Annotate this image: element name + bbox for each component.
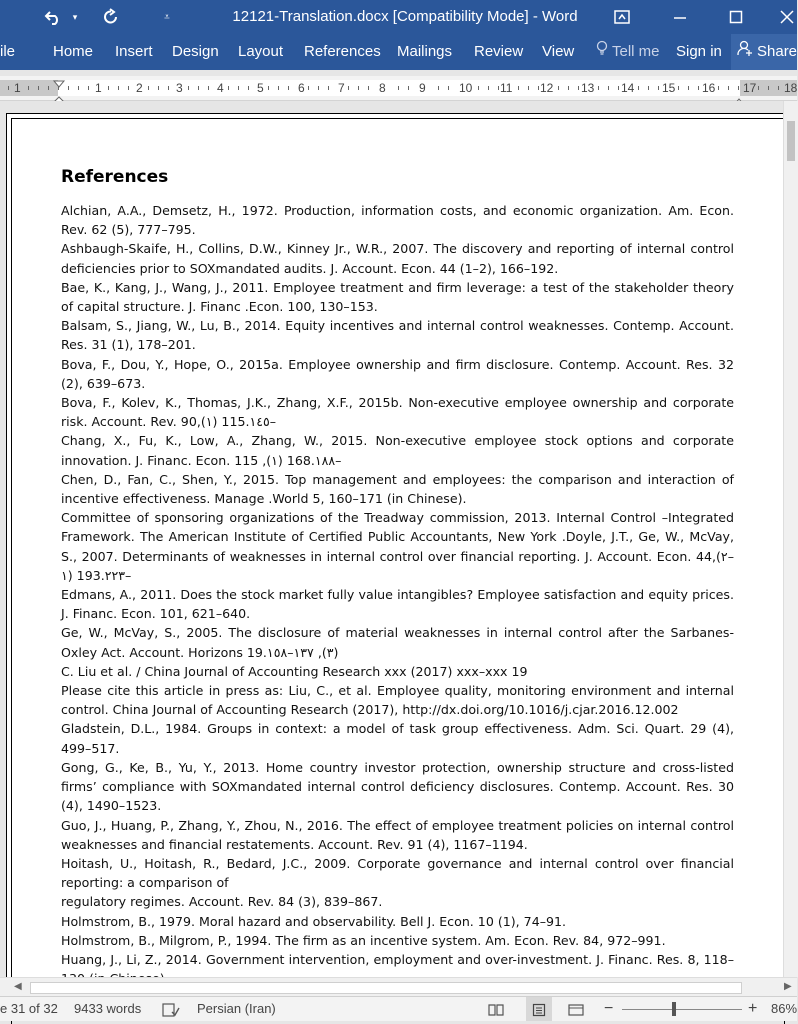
scroll-right-icon[interactable]: ▶ [784, 981, 792, 992]
redo-icon[interactable] [99, 0, 123, 34]
read-mode-icon[interactable] [488, 997, 504, 1021]
ruler-tick [558, 86, 559, 90]
ruler-tick [568, 86, 569, 90]
ruler-tick [538, 86, 539, 90]
references-list [61, 201, 734, 988]
tab-mailings[interactable]: Mailings [397, 43, 453, 60]
ruler-tick [128, 86, 129, 90]
document-page[interactable] [6, 113, 788, 1015]
vertical-scrollbar[interactable] [783, 101, 798, 977]
ruler-tick [718, 86, 719, 90]
zoom-out-icon[interactable]: − [604, 1000, 614, 1017]
ruler-tick [8, 86, 9, 90]
right-indent-marker[interactable] [734, 92, 744, 100]
ruler-number: 15 [662, 81, 676, 95]
ruler-tick [578, 86, 579, 90]
ruler-tick [238, 86, 239, 90]
ruler-tick [438, 86, 439, 90]
ruler-tick [768, 86, 769, 90]
tab-file[interactable]: ile [0, 43, 16, 60]
ruler-tick [698, 86, 699, 90]
vertical-scroll-thumb[interactable] [787, 121, 795, 161]
ruler-number: 13 [581, 81, 595, 95]
ruler-number: 2 [136, 81, 143, 95]
tab-review[interactable]: Review [474, 43, 524, 60]
ruler-tick [318, 86, 319, 90]
reference-item: Guo, J., Huang, P., Zhang, Y., Zhou, N., 2016. The effect of employee treatment policies on internal control weaknesses and financial restatements. Account. Rev. 91 (4), 1167–1194. [61, 817, 734, 852]
ruler-number: 18 [784, 81, 798, 95]
reference-item: Bova, F., Dou, Y., Hope, O., 2015a. Employee ownership and firm disclosure. Contemp. Account. Res. 32 (2), 639–673. [61, 356, 734, 391]
ruler-number: 4 [217, 81, 224, 95]
reference-item: Bae, K., Kang, J., Wang, J., 2011. Employee treatment and firm leverage: a test of the stakeholder theory of capital structure. J. Financ .Econ. 100, 130–153. [61, 279, 734, 315]
ruler-tick [488, 86, 489, 90]
window-title: 12121-Translation.docx [Compatibility Mode] - Word [232, 8, 578, 25]
ruler-tick [278, 86, 279, 90]
customize-qat-icon[interactable]: ⩡ [164, 11, 170, 23]
reference-item: Alchian, A.A., Demsetz, H., 1972. Production, information costs, and economic organization. Am. Econ. Rev. 62 (5), 777–795. [61, 203, 734, 238]
reference-item: regulatory regimes. Account. Rev. 84 (3), 839–867. [61, 894, 383, 910]
ruler-tick [658, 86, 659, 90]
ruler-tick [48, 86, 49, 90]
tab-references[interactable]: References [304, 43, 381, 60]
ruler-tick [498, 86, 499, 90]
ruler-tick [598, 86, 599, 90]
ruler-number: 1 [95, 81, 102, 95]
ruler-tick [188, 86, 189, 90]
references-heading: References [61, 167, 169, 187]
page-count[interactable]: e 31 of 32 [0, 1001, 58, 1016]
ruler-number: 11 [500, 81, 513, 95]
reference-item: Please cite this article in press as: Liu, C., et al. Employee quality, monitoring environment and internal control. China Journal of Accounting Research (2017), http://dx.doi.org/10.1016/j.cjar.2016.12.002 [61, 683, 734, 718]
first-line-indent-marker[interactable] [54, 76, 64, 84]
share-label: Share [757, 43, 798, 60]
ruler-tick [28, 86, 29, 90]
ruler-tick [108, 86, 109, 90]
ruler-tick [678, 86, 679, 90]
title-bar [0, 0, 797, 34]
ruler-tick [38, 86, 39, 90]
ruler-number: 10 [459, 81, 473, 95]
ruler-number: 6 [298, 81, 305, 95]
ruler-tick [738, 86, 739, 90]
hanging-indent-marker[interactable] [54, 92, 64, 100]
zoom-slider-thumb[interactable] [672, 1002, 676, 1016]
reference-item: Hoitash, U., Hoitash, R., Bedard, J.C., 2009. Corporate governance and internal control over financial reporting: a comparison of [61, 855, 734, 891]
print-layout-icon[interactable] [526, 997, 552, 1021]
ruler-number: 5 [257, 81, 264, 95]
tab-insert[interactable]: Insert [115, 43, 153, 60]
ruler-tick [478, 86, 479, 90]
ruler-tick [648, 86, 649, 90]
tell-me-label: Tell me [612, 43, 660, 60]
zoom-slider-track[interactable] [622, 1009, 742, 1010]
ruler-tick [88, 86, 89, 90]
ruler-tick [118, 86, 119, 90]
tab-layout[interactable]: Layout [238, 43, 284, 60]
maximize-icon[interactable] [724, 0, 748, 34]
ruler-tick [638, 86, 639, 90]
language-indicator[interactable]: Persian (Iran) [197, 1001, 276, 1016]
ruler-number: 14 [621, 81, 635, 95]
tell-me-box[interactable] [596, 34, 660, 70]
ribbon-display-options-icon[interactable] [610, 0, 634, 34]
horizontal-scroll-thumb[interactable] [30, 982, 742, 994]
reference-item: Committee of sponsoring organizations of the Treadway commission, 2013. Internal Control –Integrated Framework. The American Institute of Certified Public Accountants, New York .Doyle, J.T., Ge, W., McVay, S., 2007. Determinants of weaknesses in internal control over financial reporting. J. Account. Econ. 44,(۲–۱) 193.۲۲۳– [61, 510, 734, 583]
minimize-icon[interactable] [668, 0, 692, 34]
ruler-tick [158, 86, 159, 90]
ruler-number: 16 [702, 81, 716, 95]
word-count[interactable]: 9433 words [74, 1001, 142, 1016]
ruler-number: 7 [338, 81, 345, 95]
web-layout-icon[interactable] [568, 997, 584, 1021]
proofing-icon[interactable] [162, 997, 180, 1021]
ruler-number: 1 [14, 81, 21, 95]
ruler-tick [148, 86, 149, 90]
ruler-tick [758, 86, 759, 90]
reference-item: Edmans, A., 2011. Does the stock market fully value intangibles? Employee satisfaction and equity prices. J. Financ. Econ. 101, 621–640. [61, 587, 734, 622]
reference-item: Bova, F., Kolev, K., Thomas, J.K., Zhang, X.F., 2015b. Non-executive employee ownership and corporate risk. Account. Rev. 90,(۱) 115.۱٤٥– [61, 395, 734, 430]
ruler-tick [78, 86, 79, 90]
reference-item: Huang, J., Li, Z., 2014. Government intervention, employment and over-investment. J. Financ. Res. 8, 118– [61, 951, 734, 967]
reference-item: Ashbaugh-Skaife, H., Collins, D.W., Kinney Jr., W.R., 2007. The discovery and reporting of internal control deficiencies prior to SOXmandated audits. J. Account. Econ. 44 (1–2), 166–192. [61, 241, 734, 276]
close-icon[interactable] [776, 0, 797, 34]
sign-in-link[interactable]: Sign in [676, 43, 722, 60]
ruler-tick [608, 86, 609, 90]
zoom-in-icon[interactable]: + [748, 1000, 758, 1017]
scroll-left-icon[interactable]: ◀ [14, 981, 22, 992]
tab-view[interactable]: View [542, 43, 575, 60]
ruler-number: 3 [176, 81, 183, 95]
undo-dropdown-icon[interactable]: ▾ [72, 11, 78, 22]
ruler-tick [228, 86, 229, 90]
ruler-tick [728, 86, 729, 90]
ruler-tick [198, 86, 199, 90]
share-button[interactable] [731, 34, 797, 70]
ruler-number: 12 [540, 81, 554, 95]
ruler-number: 17 [743, 81, 757, 95]
ruler-tick [618, 86, 619, 90]
ruler-tick [248, 86, 249, 90]
tab-home[interactable]: Home [53, 43, 94, 60]
ruler-tick [528, 86, 529, 90]
ruler-tick [408, 86, 409, 90]
reference-item: Balsam, S., Jiang, W., Lu, B., 2014. Equity incentives and internal control weaknesses. Contemp. Account. Res. 31 (1), 178–201. [61, 318, 734, 353]
ruler-tick [288, 86, 289, 90]
lightbulb-icon [596, 34, 608, 70]
ruler-tick [688, 86, 689, 90]
ruler-tick [308, 86, 309, 90]
status-bar [0, 996, 797, 1021]
reference-item: C. Liu et al. / China Journal of Accounting Research xxx (2017) xxx–xxx 19 [61, 663, 528, 679]
ruler-tick [208, 86, 209, 90]
tab-design[interactable]: Design [172, 43, 219, 60]
horizontal-scrollbar[interactable] [0, 977, 797, 996]
ruler-number: 9 [419, 81, 426, 95]
ruler-tick [778, 86, 779, 90]
ruler-tick [368, 86, 369, 90]
document-area[interactable] [0, 101, 783, 977]
reference-item: Holmstrom, B., Milgrom, P., 1994. The firm as an incentive system. Am. Econ. Rev. 84, 972–991. [61, 932, 666, 948]
zoom-level[interactable]: 86% [771, 1001, 798, 1016]
person-icon [737, 34, 753, 70]
ruler-tick [398, 86, 399, 90]
undo-icon[interactable] [40, 0, 66, 34]
ruler-tick [328, 86, 329, 90]
reference-item: Chen, D., Fan, C., Shen, Y., 2015. Top management and employees: the comparison and interaction of incentive effectiveness. Manage .World 5, 160–171 (in Chinese). [61, 471, 734, 507]
ruler-tick [358, 86, 359, 90]
reference-item: Gong, G., Ke, B., Yu, Y., 2013. Home country investor protection, ownership structure and cross-listed firms’ compliance with SOXmandated internal control deficiency disclosures. Contemp. Account. Res. 30 (4), 1490–1523. [61, 759, 734, 814]
ruler-number: 8 [379, 81, 386, 95]
reference-item: Chang, X., Fu, K., Low, A., Zhang, W., 2015. Non-executive employee stock options and corporate innovation. J. Financ. Econ. 115 ,(۱) 168.۱۸۸– [61, 433, 734, 468]
reference-item: Ge, W., McVay, S., 2005. The disclosure of material weaknesses in internal control after the Sarbanes-Oxley Act. Account. Horizons 19.۱٥۸–۱۳۷ ,(۳) [61, 625, 734, 660]
ruler-tick [168, 86, 169, 90]
page-content[interactable] [61, 166, 734, 988]
ruler-tick [448, 86, 449, 90]
ruler-tick [518, 86, 519, 90]
ruler-tick [268, 86, 269, 90]
ruler-tick [68, 86, 69, 90]
ribbon-tabs [0, 34, 797, 70]
horizontal-ruler[interactable] [0, 76, 797, 101]
reference-item: Holmstrom, B., 1979. Moral hazard and observability. Bell J. Econ. 10 (1), 74–91. [61, 913, 567, 929]
reference-item: Gladstein, D.L., 1984. Groups in context: a model of task group effectiveness. Adm. Sci. Quart. 29 (4), 499–517. [61, 721, 734, 756]
ruler-tick [348, 86, 349, 90]
